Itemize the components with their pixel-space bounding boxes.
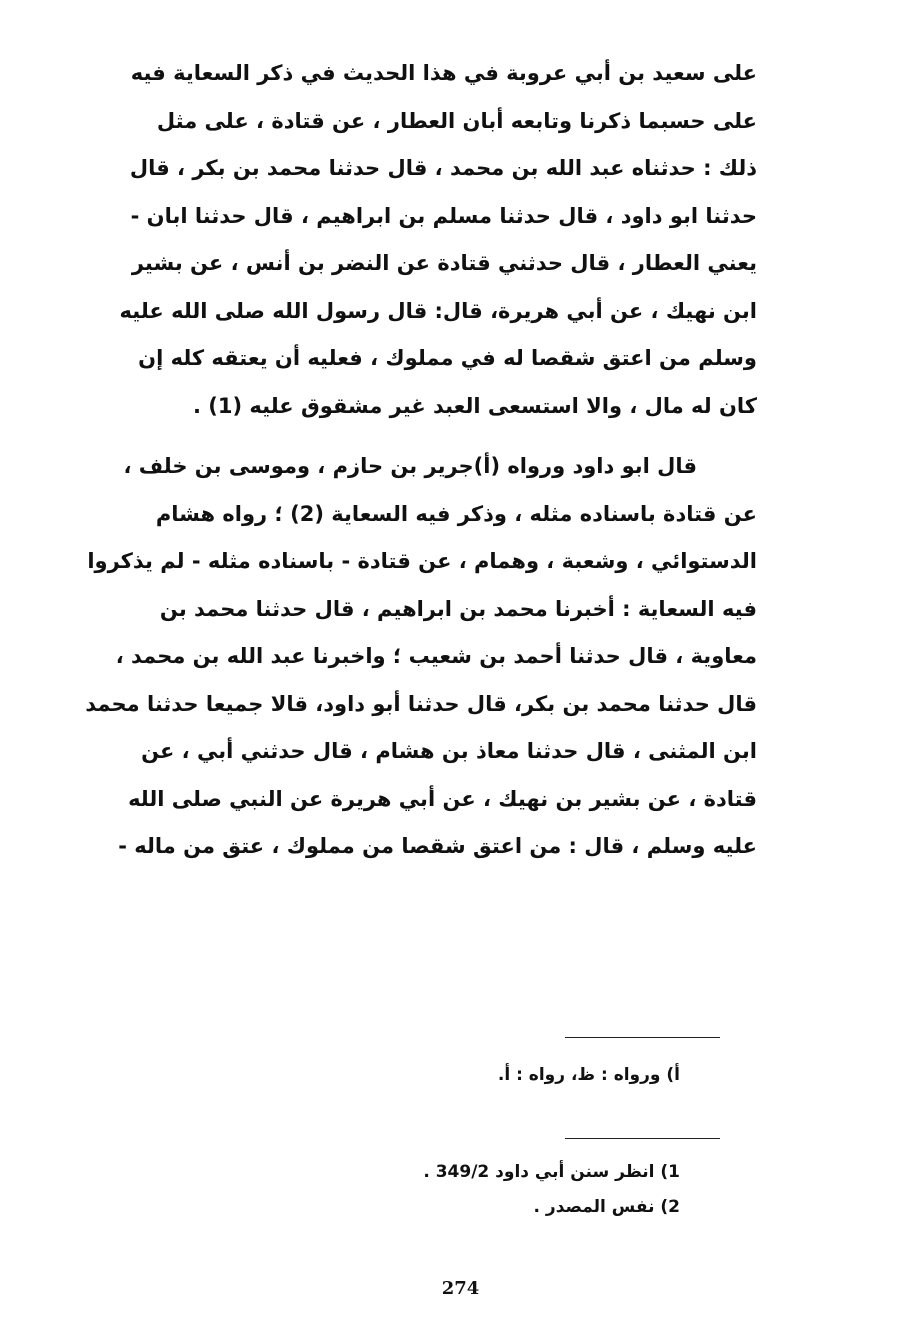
footnote: أ) ورواه : ظ، رواه : أ.	[497, 1065, 680, 1085]
footnotes-variant-readings	[380, 1058, 680, 1093]
text-line: ابن نهيك ، عن أبي هريرة، قال: قال رسول الله صلى الله عليه	[119, 298, 757, 323]
text-line: معاوية ، قال حدثنا أحمد بن شعيب ؛ واخبرنا عبد الله بن محمد ،	[115, 644, 757, 668]
text-line: وسلم من اعتق شقصا له في مملوك ، فعليه أن يعتقه كله إن	[138, 346, 757, 370]
footnote-separator-2	[565, 1138, 720, 1139]
footnotes-sources	[380, 1155, 680, 1225]
text-line: على سعيد بن أبي عروبة في هذا الحديث في ذكر السعاية فيه	[130, 61, 757, 85]
page-number: 274	[441, 1278, 480, 1299]
text-line: على حسبما ذكرنا وتابعه أبان العطار ، عن قتادة ، على مثل	[156, 108, 757, 133]
footnote: 1) انظر سنن أبي داود 349/2 .	[423, 1162, 680, 1182]
text-line: عليه وسلم ، قال : من اعتق شقصا من مملوك ، عتق من ماله -	[118, 834, 757, 858]
text-line: ذلك : حدثناه عبد الله بن محمد ، قال حدثنا محمد بن بكر ، قال	[129, 156, 757, 180]
text-line: قال ابو داود ورواه (أ)جرير بن حازم ، وموسى بن خلف ،	[123, 454, 697, 478]
text-line: فيه السعاية : أخبرنا محمد بن ابراهيم ، قال حدثنا محمد بن	[159, 596, 757, 621]
text-line: عن قتادة باسناده مثله ، وذكر فيه السعاية (2) ؛ رواه هشام	[155, 501, 757, 526]
text-line: قتادة ، عن بشير بن نهيك ، عن أبي هريرة عن النبي صلى الله	[128, 786, 757, 811]
footnote: 2) نفس المصدر .	[533, 1197, 680, 1217]
text-line: ابن المثنى ، قال حدثنا معاذ بن هشام ، قال حدثني أبي ، عن	[141, 739, 757, 763]
paragraph-2	[85, 443, 757, 871]
text-line: يعني العطار ، قال حدثني قتادة عن النضر بن أنس ، عن بشير	[131, 251, 757, 275]
text-line: قال حدثنا محمد بن بكر، قال حدثنا أبو داود، قالا جميعا حدثنا محمد	[85, 691, 757, 716]
footnote-separator-1	[565, 1037, 720, 1038]
text-line: كان له مال ، والا استسعى العبد غير مشقوق عليه (1) .	[192, 393, 757, 418]
text-line: الدستوائي ، وشعبة ، وهمام ، عن قتادة - باسناده مثله - لم يذكروا	[87, 549, 757, 573]
paragraph-1	[112, 50, 757, 430]
main-text	[85, 50, 757, 871]
text-line: حدثنا ابو داود ، قال حدثنا مسلم بن ابراهيم ، قال حدثنا ابان -	[130, 203, 757, 228]
